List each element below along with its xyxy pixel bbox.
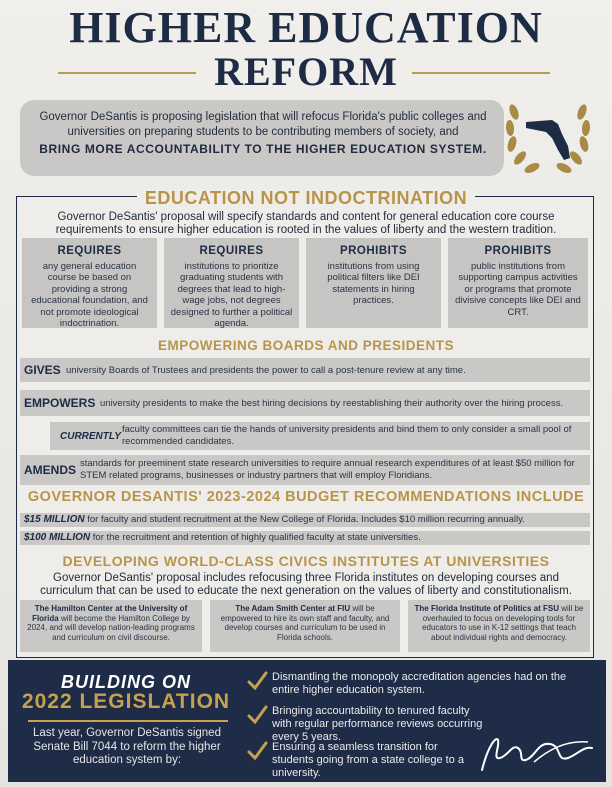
budget-row: $15 MILLION for faculty and student recruitment at the New College of Florida. Includes $10 million recurring annually.	[20, 513, 590, 527]
civics-institute-box: The Hamilton Center at the University of Florida will become the Hamilton College by 2024, and will develop nation-leading programs and curriculum on civil discourse.	[20, 600, 202, 652]
intro-strong-text: BRING MORE ACCOUNTABILITY TO THE HIGHER EDUCATION SYSTEM.	[39, 142, 487, 156]
legislation-year-heading: 2022 LEGISLATION	[21, 690, 231, 713]
florida-map-icon	[526, 120, 570, 160]
checkmark-icon	[246, 670, 268, 692]
requirement-card: REQUIRES institutions to prioritize graduating students with degrees that lead to high-wage jobs, not degrees designed to further a political agenda.	[164, 238, 299, 328]
signature-icon	[478, 726, 598, 776]
intro-panel	[20, 100, 504, 176]
intro-text: Governor DeSantis is proposing legislation that will refocus Florida's public colleges and universities on preparing students to be contributing members of society, and	[39, 111, 487, 138]
page-title-line2: REFORM	[214, 49, 398, 94]
boards-heading: EMPOWERING BOARDS AND PRESIDENTS	[157, 338, 455, 353]
civics-institute-box: The Adam Smith Center at FIU will be empowered to hire its own staff and faculty, and develop courses and curriculum to be used in Florida schools.	[210, 600, 400, 652]
checkmark-icon	[246, 740, 268, 762]
prohibition-card: PROHIBITS public institutions from supporting campus activities or programs that promote divisive concepts like DEI and CRT.	[448, 238, 588, 328]
legislation-item: Bringing accountability to tenured faculty with regular performance reviews occurring every 5 years.	[246, 704, 566, 734]
legislation-text: Last year, Governor DeSantis signed Senate Bill 7044 to reform the higher education system by:	[33, 727, 221, 766]
boards-row: AMENDS standards for preeminent state research universities to require annual research expenditures of at least $50 million for STEM related programs, businesses or industry partners that will employ Floridians.	[20, 455, 590, 485]
civics-institute-box: The Florida Institute of Politics at FSU will be overhauled to focus on developing tools for educators to use in K-12 settings that teach about individual rights and democracy.	[408, 600, 590, 652]
legislation-divider	[28, 720, 228, 722]
civics-subtitle: Governor DeSantis' proposal includes refocusing three Florida institutes on developing courses and curriculum that can be used to educate the next generation on the values of liberty and constitutionalism.	[40, 572, 572, 597]
legislation-item: Ensuring a seamless transition for students going from a state college to a university.	[246, 740, 566, 770]
boards-row: CURRENTLY faculty committees can tie the hands of university presidents and bind them to only consider a small pool of recommended candidates.	[50, 422, 590, 450]
budget-heading: GOVERNOR DESANTIS' 2023-2024 BUDGET RECOMMENDATIONS INCLUDE	[27, 489, 585, 505]
page-title-line1: HIGHER EDUCATION	[69, 3, 543, 52]
title-divider-right	[412, 72, 550, 74]
boards-row: EMPOWERS university presidents to make the best hiring decisions by reestablishing their authority over the hiring process.	[20, 390, 590, 416]
legislation-heading: BUILDING ON	[61, 672, 191, 692]
legislation-item: Dismantling the monopoly accreditation agencies had on the entire higher education system.	[246, 670, 566, 700]
budget-row: $100 MILLION for the recruitment and retention of highly qualified faculty at state universities.	[20, 531, 590, 545]
education-subtitle: Governor DeSantis' proposal will specify standards and content for general education core course requirements to ensure higher education is rooted in the values of liberty and the western tradition.	[55, 211, 557, 236]
prohibition-card: PROHIBITS institutions from using political filters like DEI statements in hiring practices.	[306, 238, 441, 328]
checkmark-icon	[246, 704, 268, 726]
civics-heading: DEVELOPING WORLD-CLASS CIVICS INSTITUTES AT UNIVERSITIES	[62, 553, 550, 569]
requirement-card: REQUIRES any general education course be based on providing a strong educational foundation, and not promote ideological indoctrination.	[22, 238, 157, 328]
boards-row: GIVES university Boards of Trustees and presidents the power to call a post-tenure review at any time.	[20, 358, 590, 382]
education-heading: EDUCATION NOT INDOCTRINATION	[0, 188, 612, 209]
laurel-wreath-icon	[500, 88, 596, 184]
